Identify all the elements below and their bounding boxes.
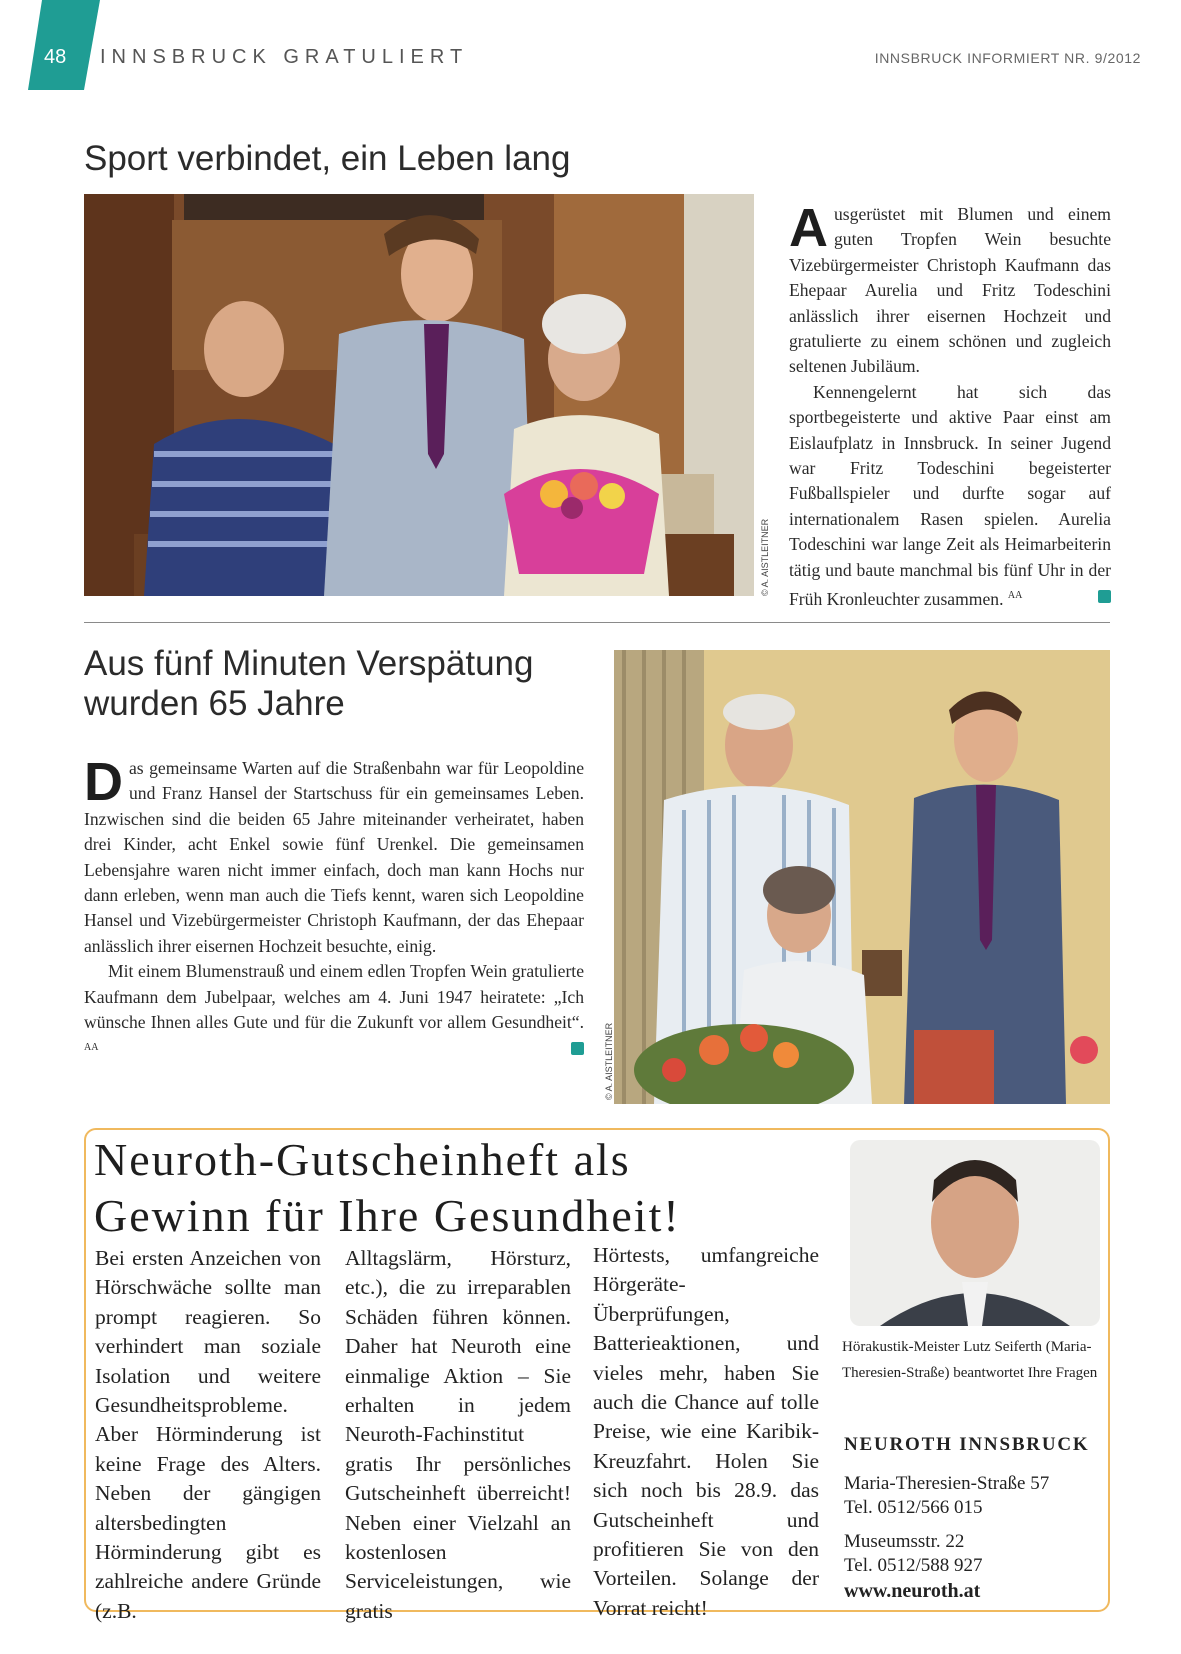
ad-column-3: Hörtests, umfangreiche Hörgeräte-Überprüfungen, Batterieaktionen, und vieles mehr, haben Sie auch die Chance auf tolle Preise, wie eine Karibik-Kreuzfahrt. Holen Sie sich noch bis 28.9. das Gutscheinheft und profitieren Sie von den Vorteilen. Solange der Vorrat reicht! [593, 1243, 819, 1620]
ad-photo-caption: Hörakustik-Meister Lutz Seiferth (Maria-Theresien-Straße) beantwortet Ihre Fragen [842, 1339, 1098, 1381]
ad-address-1-street: Maria-Theresien-Straße 57 [844, 1473, 1050, 1494]
page-number-tab [28, 0, 100, 90]
article1-body [789, 198, 1111, 612]
article1-author: AA [1007, 590, 1023, 602]
article1-dropcap: A [789, 198, 828, 258]
article2-dropcap: D [84, 752, 123, 812]
article2-headline: Aus fünf Minuten Verspätung wurden 65 Jahre [84, 644, 534, 723]
ad-column-1: Bei ersten Anzeichen von Hörschwäche sollte man prompt reagieren. So verhindert man soziale Isolation und weitere Gesundheitsprobleme. Aber Hörminderung ist keine Frage des Alters. Neben der gängigen altersbedingten Hörminderung gibt es zahlreiche andere Gründe (z.B. [95, 1246, 321, 1623]
article2-photo [614, 650, 1110, 1104]
article1-headline: Sport verbindet, ein Leben lang [84, 139, 571, 178]
section-label: INNSBRUCK GRATULIERT [100, 46, 469, 68]
article2-body [84, 752, 584, 1065]
ad-address-2-street: Museumsstr. 22 [844, 1531, 965, 1552]
ad-address-2-phone: Tel. 0512/588 927 [844, 1555, 983, 1576]
section-divider [84, 622, 1110, 623]
article1-paragraph-2: Kennengelernt hat sich das sportbegeisterte und aktive Paar einst am Eislaufplatz in Innsbruck. In seiner Jugend war Fritz Todeschini begeisterter Fußballspieler und durfte sogar auf internationalem Rasen spielen. Aurelia Todeschini war lange Zeit als Heimarbeiterin tätig und baute manchmal bis fünf Uhr in der Früh Kronleuchter zusammen. $^{AA}$ [789, 381, 1111, 609]
article2-author: AA [84, 1042, 99, 1054]
issue-label: INNSBRUCK INFORMIERT NR. 9/2012 [874, 50, 1141, 66]
page-number: 48 [44, 46, 67, 68]
end-marker-icon [1098, 590, 1111, 603]
ad-brand-name: NEUROTH INNSBRUCK [844, 1434, 1090, 1455]
article1-paragraph-1: Ausgerüstet mit Blumen und einem guten Tropfen Wein besuchte Vizebürgermeister Christoph Kaufmann das Ehepaar Aurelia und Fritz Todeschini anlässlich ihrer eisernen Hochzeit und gratulierte zu einem schönen und zugleich seltenen Jubiläum. [789, 198, 1111, 377]
article2-paragraph-1: Das gemeinsame Warten auf die Straßenbahn war für Leopoldine und Franz Hansel der Startschuss für ein gemeinsames Leben. Inzwischen sind die beiden 65 Jahre miteinander verheiratet, haben drei Kinder, acht Enkel sowie fünf Urenkel. Die gemeinsamen Lebensjahre waren nicht immer einfach, doch man kann Hochs nur dann erleben, wenn man auch die Tiefs kennt, waren sich Leopoldine Hansel und Vizebürgermeister Christoph Kaufmann, der das Ehepaar anlässlich ihrer eisernen Hochzeit besuchte, einig. [84, 752, 584, 956]
article2-photo-credit: © A. AISTLEITNER [604, 1022, 614, 1100]
ad-website-link[interactable]: www.neuroth.at [844, 1580, 981, 1602]
article2-paragraph-2: Mit einem Blumenstrauß und einem edlen Tropfen Wein gratulierte Kaufmann dem Jubelpaar, welches am 4. Juni 1947 heiratete: „Ich wünsche Ihnen alles Gute und für die Zukunft vor allem Gesundheit“. $^{AA}$ [84, 961, 584, 1054]
article1-photo-credit: © A. AISTLEITNER [760, 518, 770, 596]
ad-address-1-phone: Tel. 0512/566 015 [844, 1497, 983, 1518]
ad-title: Neuroth-Gutscheinheft als Gewinn für Ihre Gesundheit! [94, 1134, 681, 1241]
ad-portrait-photo [850, 1140, 1100, 1326]
ad-column-2: Alltagslärm, Hörsturz, etc.), die zu irreparablen Schäden führen können. Daher hat Neuroth eine einmalige Aktion – Sie erhalten in jedem Neuroth-Fachinstitut gratis Ihr persönliches Gutscheinheft überreicht! Neben einer Vielzahl an kostenlosen Serviceleistungen, wie gratis [345, 1246, 571, 1623]
end-marker-icon [571, 1042, 584, 1055]
article1-photo [84, 194, 754, 596]
